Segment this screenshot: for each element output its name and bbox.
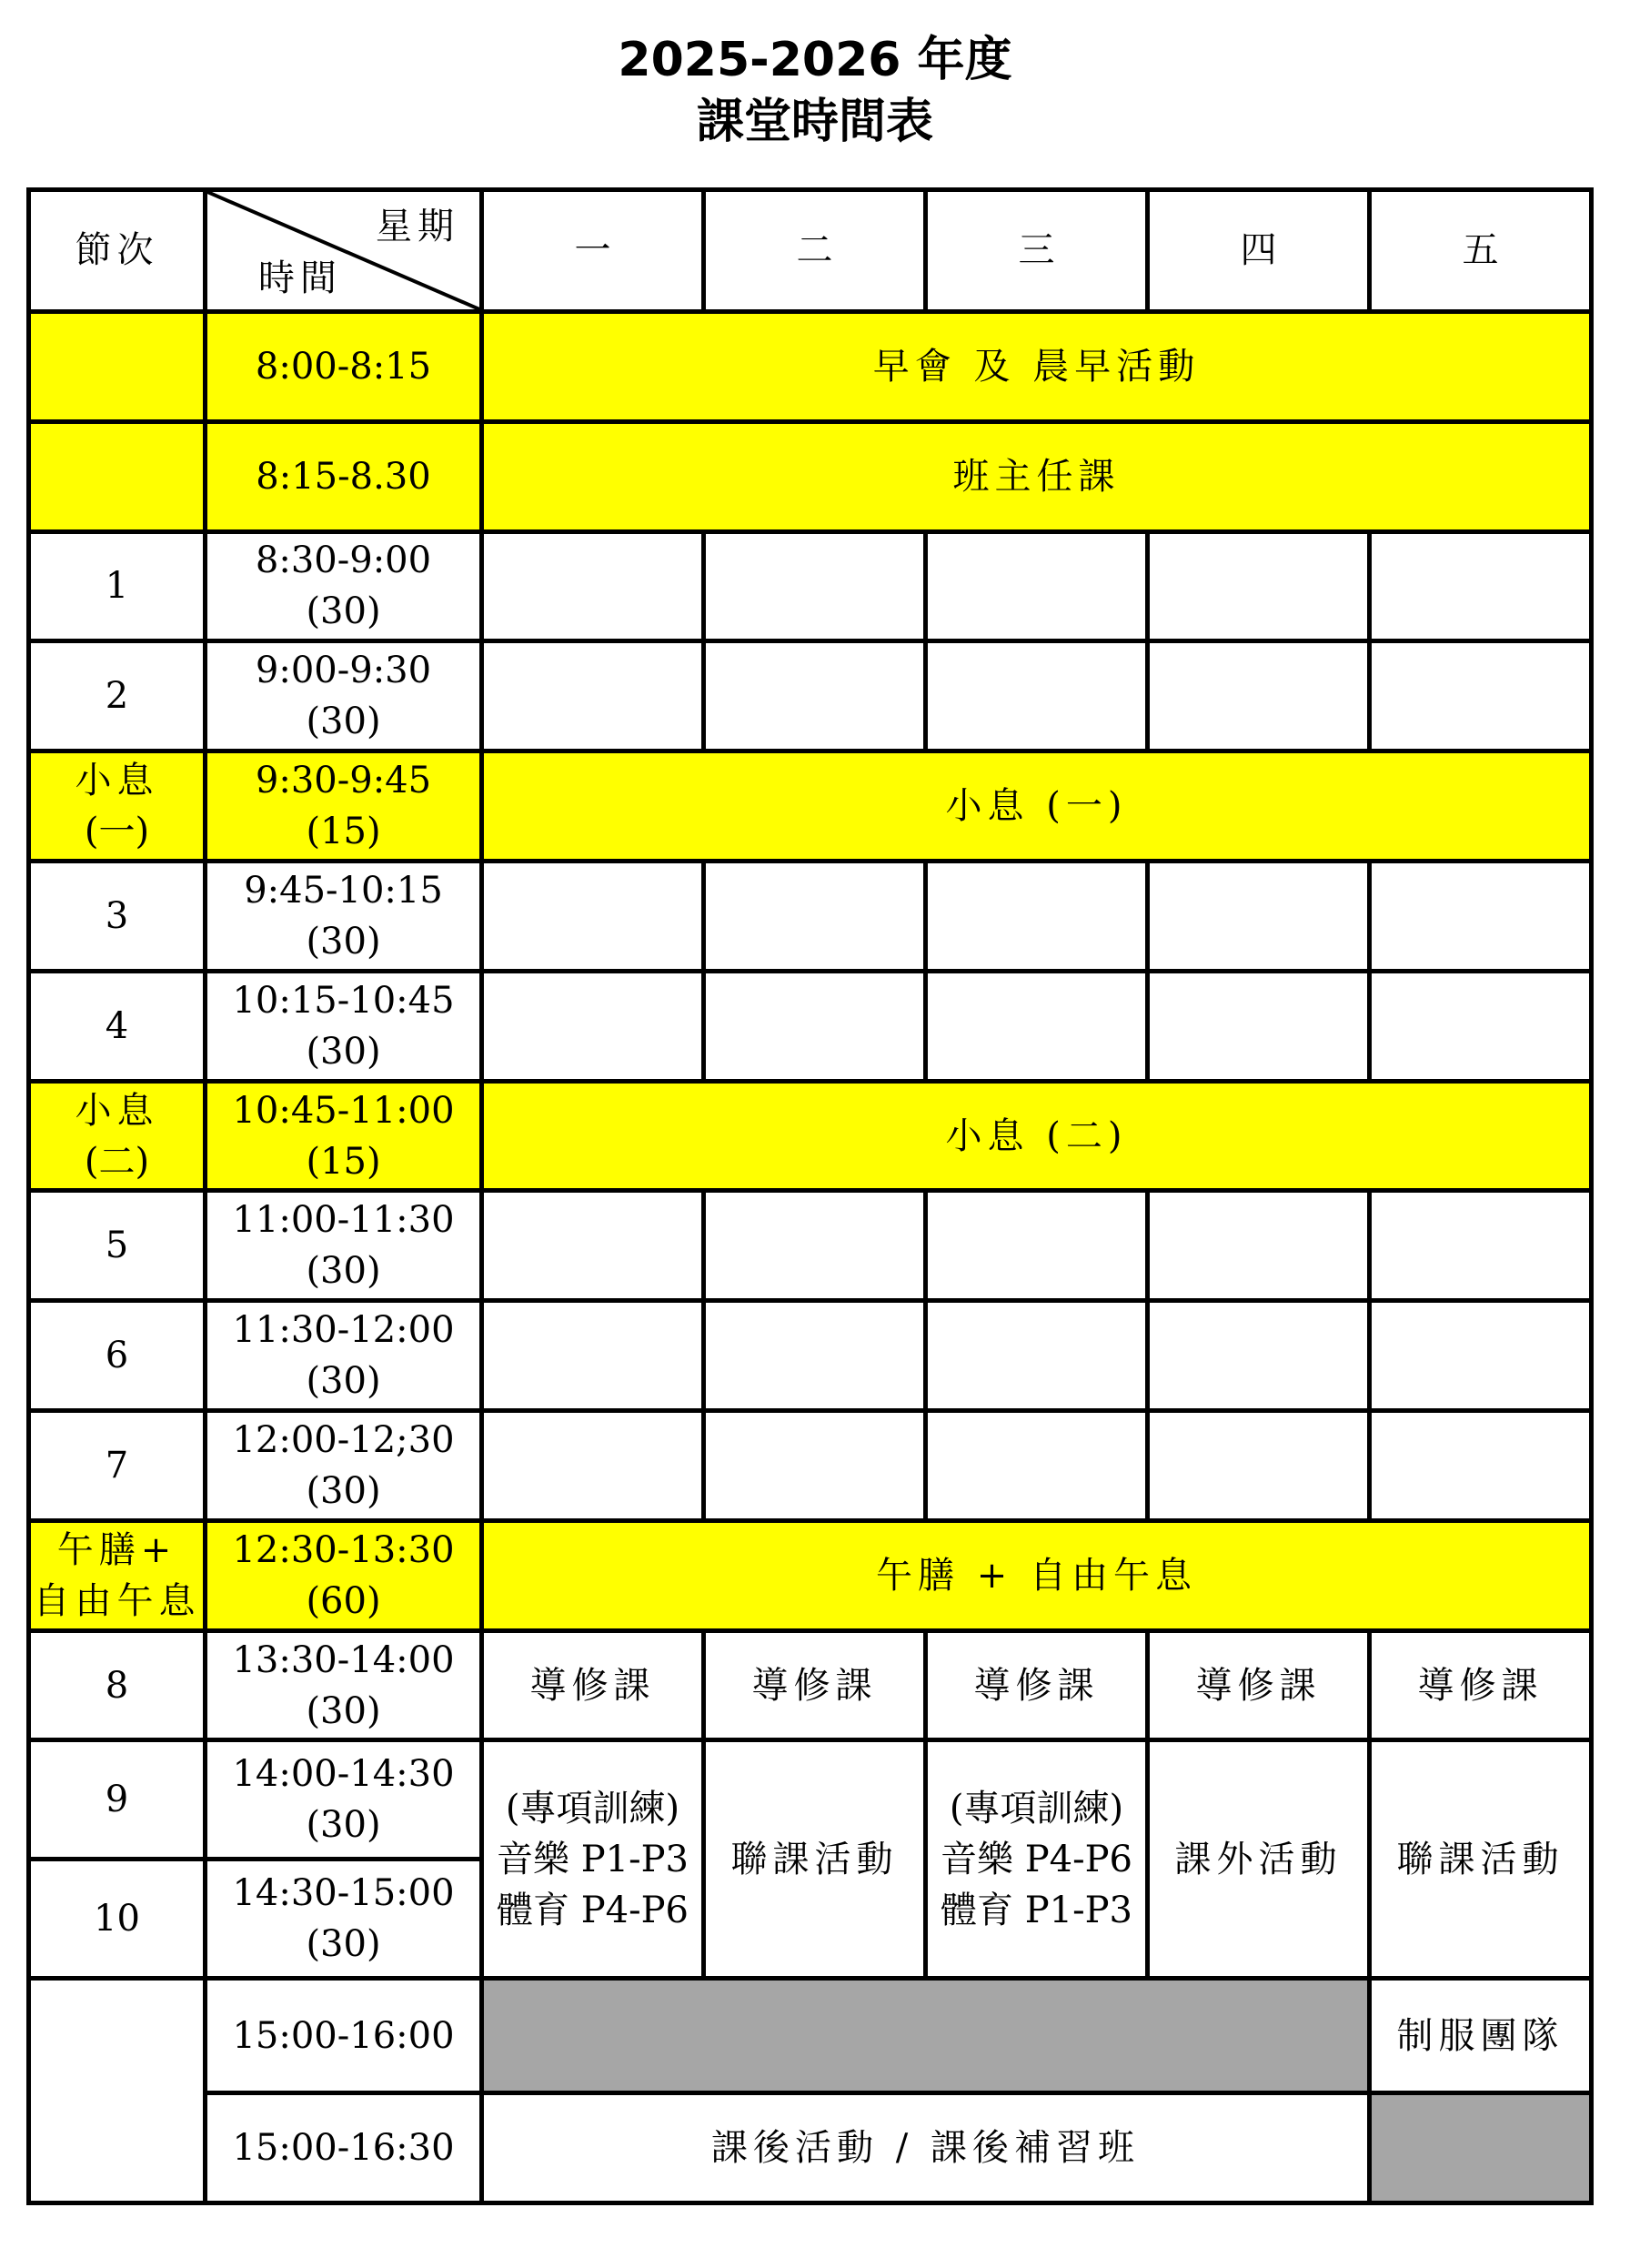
lesson-cell (1370, 861, 1592, 971)
timetable (26, 187, 1594, 2205)
time-cell (206, 1411, 482, 1521)
period-label (29, 1081, 206, 1191)
period-number: 10 (29, 1860, 206, 1979)
time-cell (206, 1630, 482, 1740)
row-period-7 (29, 1411, 1592, 1521)
activity-cell: 小息 (二) (482, 1081, 1592, 1191)
period-cell-empty (29, 1979, 206, 2203)
lesson-cell (704, 861, 926, 971)
lesson-cell (926, 1411, 1148, 1521)
title-timetable: 課堂時間表 (696, 95, 933, 149)
time-cell (206, 1081, 482, 1191)
lesson-cell (1148, 971, 1370, 1081)
lunch-label-sub: 自由午息 (33, 1579, 201, 1622)
time-cell (206, 751, 482, 862)
lesson-cell: 導修課 (926, 1630, 1148, 1740)
lesson-cell (482, 1191, 704, 1301)
lesson-cell (926, 861, 1148, 971)
lesson-cell (482, 1411, 704, 1521)
row-period-8 (29, 1630, 1592, 1740)
lesson-cell (482, 971, 704, 1081)
period-number: 5 (29, 1191, 206, 1301)
lesson-cell (926, 1301, 1148, 1411)
break-label: 小息 (75, 760, 159, 802)
row-period-6 (29, 1301, 1592, 1411)
shaded-cell (1370, 2093, 1592, 2203)
lesson-cell (1148, 1301, 1370, 1411)
music-group: 音樂 P4-P6 (941, 1838, 1132, 1880)
header-diagonal-cell (206, 190, 482, 312)
time-cell: 8:00-8:15 (206, 311, 482, 421)
lesson-cell-special-training (482, 1740, 704, 1979)
lesson-cell: 聯課活動 (1370, 1740, 1592, 1979)
header-day-tue: 二 (704, 190, 926, 312)
lesson-cell: 聯課活動 (704, 1740, 926, 1979)
duration: (15) (306, 811, 381, 853)
time-range: 11:00-11:30 (232, 1199, 455, 1242)
lesson-cell (1370, 1411, 1592, 1521)
lesson-cell (1148, 1191, 1370, 1301)
lesson-cell: 導修課 (1370, 1630, 1592, 1740)
break-label: 小息 (75, 1089, 159, 1132)
lesson-cell: 導修課 (1148, 1630, 1370, 1740)
row-break-2 (29, 1081, 1592, 1191)
time-cell (206, 1191, 482, 1301)
duration: (30) (306, 1469, 381, 1512)
row-period-1 (29, 531, 1592, 641)
time-range: 9:00-9:30 (255, 650, 432, 692)
time-cell: 15:00-16:30 (206, 2093, 482, 2203)
pe-group: 體育 P1-P3 (941, 1889, 1132, 1931)
duration: (30) (306, 1250, 381, 1293)
lesson-cell (1148, 861, 1370, 971)
lesson-cell (482, 1301, 704, 1411)
time-cell (206, 861, 482, 971)
time-cell (206, 1301, 482, 1411)
time-cell (206, 1860, 482, 1979)
lesson-cell (1148, 531, 1370, 641)
special-training-label: (專項訓練) (505, 1787, 680, 1830)
period-label (29, 1520, 206, 1630)
lesson-cell (1148, 641, 1370, 751)
lesson-cell (482, 861, 704, 971)
lesson-cell: 導修課 (704, 1630, 926, 1740)
period-number: 1 (29, 531, 206, 641)
duration: (30) (306, 590, 381, 633)
header-time: 時間 (258, 257, 342, 299)
activity-cell: 班主任課 (482, 421, 1592, 531)
row-after-school-2 (29, 2093, 1592, 2203)
duration: (30) (306, 701, 381, 743)
row-assembly (29, 311, 1592, 421)
period-number: 6 (29, 1301, 206, 1411)
time-range: 14:30-15:00 (232, 1872, 455, 1915)
row-break-1 (29, 751, 1592, 862)
header-day-fri: 五 (1370, 190, 1592, 312)
period-number: 3 (29, 861, 206, 971)
activity-cell: 課後活動 / 課後補習班 (482, 2093, 1370, 2203)
period-cell-empty (29, 421, 206, 531)
lesson-cell (704, 1411, 926, 1521)
row-class-teacher (29, 421, 1592, 531)
duration: (30) (306, 1689, 381, 1732)
special-training-label: (專項訓練) (949, 1787, 1124, 1830)
period-number: 9 (29, 1740, 206, 1860)
lesson-cell (704, 641, 926, 751)
period-label (29, 751, 206, 862)
lesson-cell (1370, 1191, 1592, 1301)
duration: (30) (306, 1923, 381, 1966)
time-range: 9:30-9:45 (255, 760, 432, 802)
period-number: 7 (29, 1411, 206, 1521)
row-after-school-1 (29, 1979, 1592, 2093)
lesson-cell (704, 1191, 926, 1301)
music-group: 音樂 P1-P3 (497, 1838, 689, 1880)
row-period-3 (29, 861, 1592, 971)
break-label-sub: (二) (84, 1140, 150, 1183)
time-range: 12:00-12;30 (232, 1418, 455, 1461)
duration: (30) (306, 920, 381, 963)
lesson-cell (926, 641, 1148, 751)
row-period-2 (29, 641, 1592, 751)
uniform-groups-cell: 制服團隊 (1370, 1979, 1592, 2093)
pe-group: 體育 P4-P6 (497, 1889, 689, 1931)
time-cell: 15:00-16:00 (206, 1979, 482, 2093)
time-cell: 8:15-8.30 (206, 421, 482, 531)
row-lunch (29, 1520, 1592, 1630)
lesson-cell (1370, 641, 1592, 751)
lesson-cell (926, 531, 1148, 641)
lesson-cell (482, 531, 704, 641)
lunch-label: 午膳+ (56, 1528, 177, 1571)
lesson-cell: 導修課 (482, 1630, 704, 1740)
period-cell-empty (29, 311, 206, 421)
period-number: 4 (29, 971, 206, 1081)
activity-cell: 早會 及 晨早活動 (482, 311, 1592, 421)
lesson-cell: 課外活動 (1148, 1740, 1370, 1979)
time-cell (206, 971, 482, 1081)
time-range: 11:30-12:00 (232, 1309, 455, 1352)
time-cell (206, 531, 482, 641)
lesson-cell-special-training (926, 1740, 1148, 1979)
time-range: 14:00-14:30 (232, 1753, 455, 1796)
lesson-cell (1370, 971, 1592, 1081)
lesson-cell (482, 641, 704, 751)
time-cell (206, 641, 482, 751)
activity-cell: 午膳 + 自由午息 (482, 1520, 1592, 1630)
duration: (15) (306, 1140, 381, 1183)
title-year: 2025-2026 年度 (618, 33, 1012, 87)
time-range: 12:30-13:30 (232, 1528, 455, 1571)
lesson-cell (1148, 1411, 1370, 1521)
period-number: 2 (29, 641, 206, 751)
time-range: 10:15-10:45 (232, 979, 455, 1022)
header-row (29, 190, 1592, 312)
lesson-cell (704, 1301, 926, 1411)
header-weekday: 星期 (376, 206, 459, 247)
row-period-5 (29, 1191, 1592, 1301)
header-period: 節次 (29, 190, 206, 312)
time-range: 8:30-9:00 (255, 539, 432, 582)
lesson-cell (926, 971, 1148, 1081)
header-day-mon: 一 (482, 190, 704, 312)
activity-cell: 小息 (一) (482, 751, 1592, 862)
lesson-cell (926, 1191, 1148, 1301)
row-period-4 (29, 971, 1592, 1081)
header-day-thu: 四 (1148, 190, 1370, 312)
shaded-cell (482, 1979, 1370, 2093)
row-period-9 (29, 1740, 1592, 1860)
time-range: 13:30-14:00 (232, 1638, 455, 1681)
duration: (30) (306, 1030, 381, 1073)
header-day-wed: 三 (926, 190, 1148, 312)
duration: (30) (306, 1804, 381, 1847)
period-number: 8 (29, 1630, 206, 1740)
lesson-cell (704, 971, 926, 1081)
lesson-cell (704, 531, 926, 641)
break-label-sub: (一) (84, 811, 150, 853)
time-range: 9:45-10:15 (244, 869, 443, 912)
duration: (60) (306, 1579, 381, 1622)
time-range: 10:45-11:00 (232, 1089, 455, 1132)
lesson-cell (1370, 1301, 1592, 1411)
lesson-cell (1370, 531, 1592, 641)
time-cell (206, 1740, 482, 1860)
time-cell (206, 1520, 482, 1630)
duration: (30) (306, 1360, 381, 1403)
